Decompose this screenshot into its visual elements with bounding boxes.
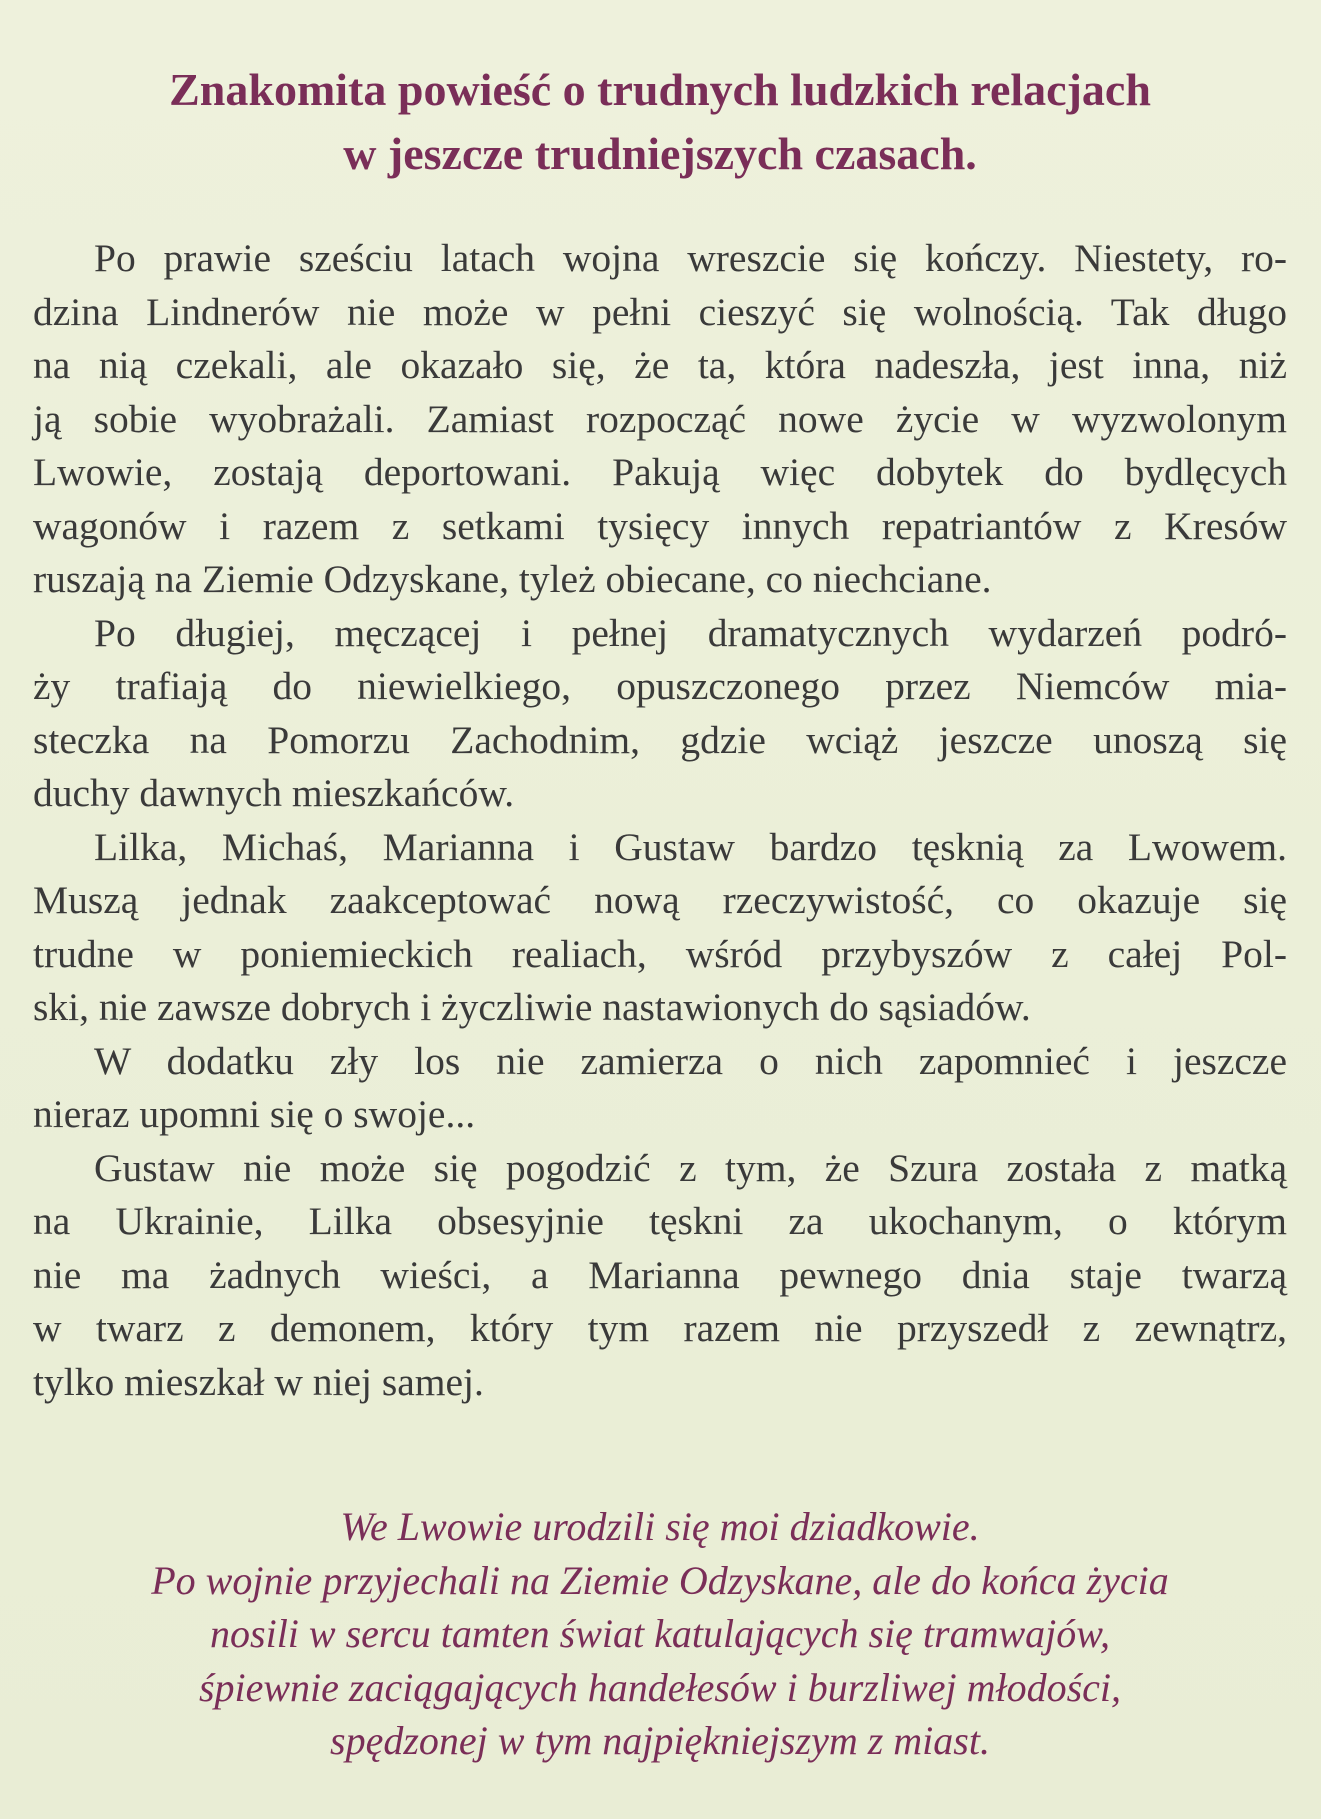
text-line: duchy dawnych mieszkańców. <box>33 771 515 815</box>
text-line: Lilka, Michaś, Marianna i Gustaw bardzo tęsknią za Lwowem. <box>94 824 1287 869</box>
text-line: Po prawie sześciu latach wojna wreszcie się kończy. Niestety, ro- <box>94 236 1287 280</box>
headline-line: w jeszcze trudniejszych czasach. <box>343 128 977 179</box>
blurb-paragraph <box>33 821 1287 1035</box>
text-line: na nią czekali, ale okazało się, że ta, która nadeszła, jest inna, niż <box>33 343 1287 387</box>
quote-line: We Lwowie urodzili się moi dziadkowie. <box>340 1504 980 1549</box>
author-quote <box>40 1500 1280 1768</box>
quote-line: Po wojnie przyjechali na Ziemie Odzyskane, ale do końca życia <box>151 1557 1169 1603</box>
quote-line: śpiewnie zaciągających handełesów i burzliwej młodości, <box>198 1664 1122 1710</box>
text-line: Po długiej, męczącej i pełnej dramatycznych wydarzeń podró- <box>94 610 1287 655</box>
text-line: dzina Lindnerów nie może w pełni cieszyć się wolnością. Tak długo <box>33 289 1287 334</box>
blurb-paragraph <box>33 607 1287 821</box>
text-line: ży trafiają do niewielkiego, opuszczonego przez Niemców mia- <box>33 664 1287 708</box>
blurb-body <box>33 232 1287 1409</box>
text-line: na Ukrainie, Lilka obsesyjnie tęskni za ukochanym, o którym <box>33 1199 1287 1243</box>
text-line: ją sobie wyobrażali. Zamiast rozpocząć nowe życie w wyzwolonym <box>33 396 1287 441</box>
headline <box>40 58 1280 186</box>
quote-line: spędzonej w tym najpiękniejszym z miast. <box>330 1718 990 1763</box>
headline-line: Znakomita powieść o trudnych ludzkich relacjach <box>169 64 1151 115</box>
text-line: Lwowie, zostają deportowani. Pakują więc dobytek do bydlęcych <box>33 450 1287 494</box>
blurb-paragraph <box>33 232 1287 607</box>
text-line: ruszają na Ziemie Odzyskane, tyleż obiecane, co niechciane. <box>33 557 992 601</box>
text-line: steczka na Pomorzu Zachodnim, gdzie wciąż jeszcze unoszą się <box>33 717 1287 762</box>
blurb-paragraph <box>33 1142 1287 1410</box>
text-line: nieraz upomni się o swoje... <box>33 1092 476 1136</box>
text-line: w twarz z demonem, który tym razem nie przyszedł z zewnątrz, <box>33 1306 1287 1350</box>
text-line: tylko mieszkał w niej samej. <box>33 1359 484 1404</box>
text-line: ski, nie zawsze dobrych i życzliwie nastawionych do sąsiadów. <box>33 985 1031 1029</box>
text-line: W dodatku zły los nie zamierza o nich zapomnieć i jeszcze <box>94 1038 1287 1083</box>
text-line: nie ma żadnych wieści, a Marianna pewnego dnia staje twarzą <box>33 1252 1287 1297</box>
quote-line: nosili w sercu tamten świat katulających się tramwajów, <box>210 1611 1110 1656</box>
blurb-paragraph <box>33 1035 1287 1142</box>
text-line: Gustaw nie może się pogodzić z tym, że Szura została z matką <box>94 1145 1287 1190</box>
text-line: Muszą jednak zaakceptować nową rzeczywistość, co okazuje się <box>33 878 1287 922</box>
text-line: wagonów i razem z setkami tysięcy innych repatriantów z Kresów <box>33 503 1287 548</box>
text-line: trudne w poniemieckich realiach, wśród przybyszów z całej Pol- <box>33 931 1287 976</box>
